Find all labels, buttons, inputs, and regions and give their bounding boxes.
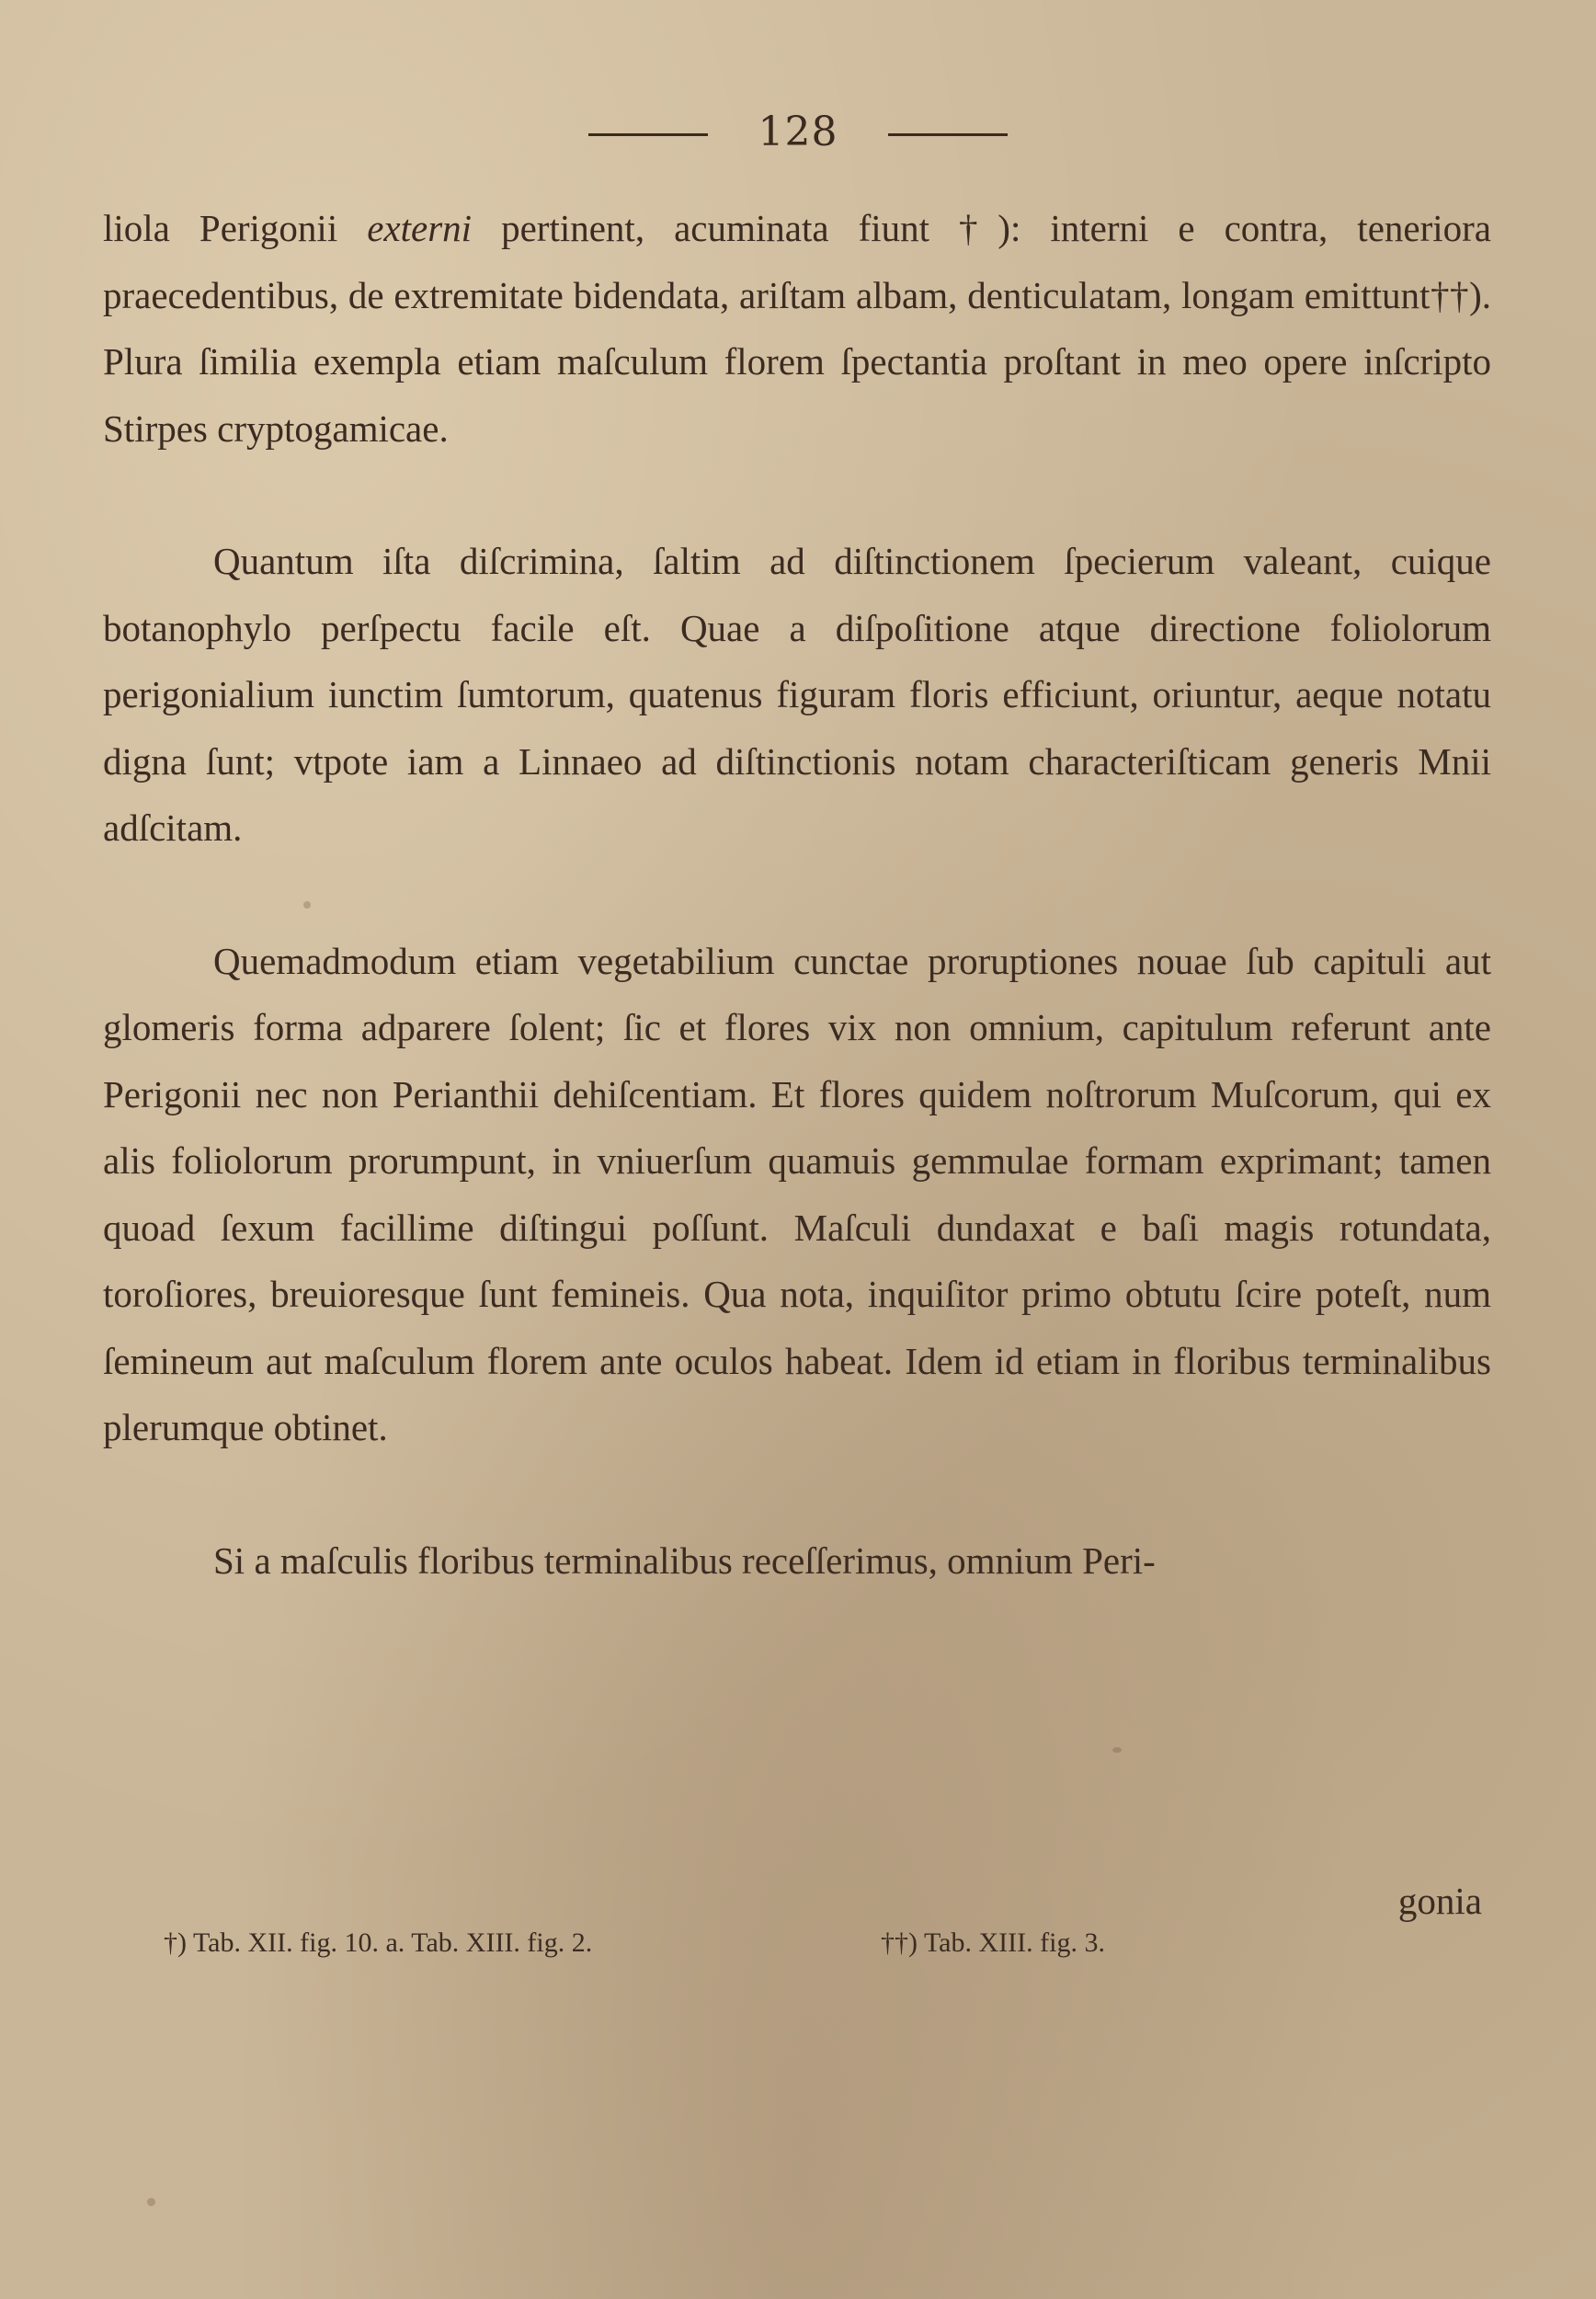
paragraph-1-rest: pertinent, acuminata fiunt †): interni e contra, teneriora praecedentibus, de extremitate bidendata, ariſtam albam, denticulatam, longam emittunt††). Plura ſimilia exempla etiam maſculum florem ſpectantia proſtant in meo opere inſcripto Stirpes cryptogamicae. xyxy=(103,207,1491,450)
paragraph-3: Quemadmodum etiam vegetabilium cunctae proruptiones nouae ſub capituli aut glomeris forma adparere ſolent; ſic et flores vix non omnium, capitulum referunt ante Perigonii nec non Perianthii dehiſcentiam. Et flores quidem noſtrorum Muſcorum, qui ex alis foliolorum prorumpunt, in vniuerſum quamuis gemmulae formam exprimant; tamen quoad ſexum facillime diſtingui poſſunt. Maſculi dundaxat e baſi magis rotundata, toroſiores, breuioresque ſunt femineis. Qua nota, inquiſitor primo obtutu ſcire poteſt, num ſemineum aut maſculum florem ante oculos habeat. Idem id etiam in floribus terminalibus plerumque obtinet. xyxy=(103,939,1491,1448)
paragraph-1 xyxy=(103,195,1491,462)
emphasis-word: externi xyxy=(367,207,473,249)
catchword: gonia xyxy=(1397,1880,1482,1922)
footnote-1: †) Tab. XII. fig. 10. a. Tab. XIII. fig. 2. xyxy=(164,1927,593,1958)
paper-stain xyxy=(1112,1747,1122,1753)
footnote-2: ††) Tab. XIII. fig. 3. xyxy=(881,1927,1105,1958)
paragraph-1-start: liola Perigonii xyxy=(103,207,368,249)
paragraph-gap xyxy=(103,862,1491,928)
paragraph-4: Si a maſculis floribus terminalibus receſſerimus, omnium Peri- xyxy=(213,1538,1156,1582)
header-rule-right xyxy=(888,133,1008,136)
header-rule-left xyxy=(588,133,708,136)
paragraph-gap xyxy=(103,462,1491,528)
body-text xyxy=(103,195,1491,1594)
paper-stain xyxy=(147,2198,155,2206)
paragraph-gap xyxy=(103,1461,1491,1527)
paragraph-2: Quantum iſta diſcrimina, ſaltim ad diſtinctionem ſpecierum valeant, cuique botanophylo perſpectu facile eſt. Quae a diſpoſitione atque directione foliolorum perigonialium iunctim ſumtorum, quatenus figuram floris efficiunt, oriuntur, aeque notatu digna ſunt; vtpote iam a Linnaeo ad diſtinctionis notam characteriſticam generis Mnii adſcitam. xyxy=(103,540,1491,849)
page-header xyxy=(0,109,1596,155)
page-number: 128 xyxy=(758,109,838,155)
